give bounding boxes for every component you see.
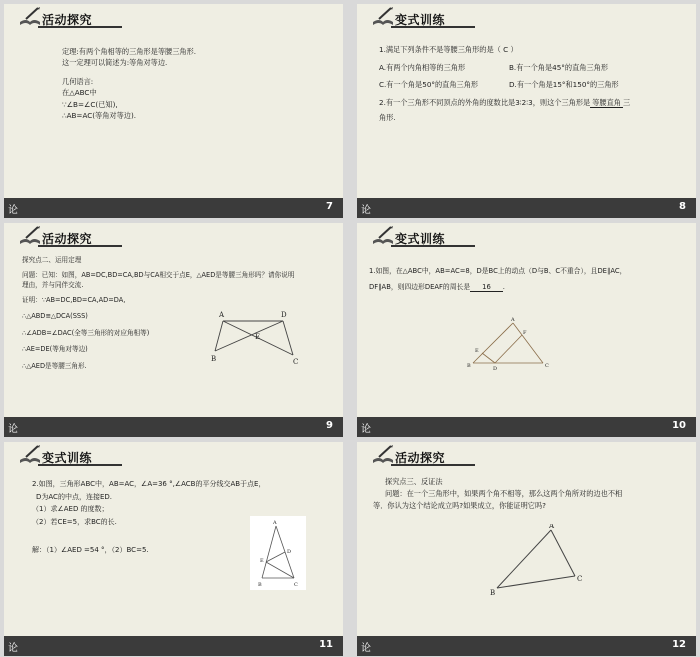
- book-pencil-icon: [371, 6, 395, 28]
- book-pencil-icon: [371, 444, 395, 466]
- triangle-figure: [487, 524, 587, 600]
- text-line: （1）求∠AED 的度数；: [32, 505, 109, 514]
- text-line: 证明：∵AB=DC,BD=CA,AD=DA,: [22, 295, 126, 304]
- triangle-figure: [465, 317, 555, 373]
- answer-blank: 16: [470, 283, 503, 292]
- text-line: ∵∠B=∠C(已知),: [62, 99, 118, 109]
- text-line: ∴△AED是等腰三角形.: [22, 361, 87, 370]
- page-number: 11: [319, 639, 333, 650]
- page-number: 9: [326, 420, 333, 431]
- slide-title: 活动探究: [395, 451, 446, 465]
- label-d: D: [287, 549, 292, 555]
- label-f: F: [523, 330, 527, 336]
- slide-8[interactable]: [357, 4, 696, 218]
- slide-body: [379, 44, 689, 124]
- label-d: D: [281, 311, 287, 319]
- question-2-tail: 三: [622, 97, 631, 107]
- text-line: ∴AB=AC(等角对等边).: [62, 110, 137, 120]
- slide-footer: [357, 636, 696, 656]
- label-a: A: [219, 311, 225, 319]
- label-b: B: [258, 582, 262, 588]
- text-line: 定理:有两个角相等的三角形是等腰三角形.: [62, 47, 197, 56]
- option-d: D.有一个角是15°和150°的三角形: [509, 80, 619, 90]
- slide-title: 变式训练: [42, 451, 93, 465]
- text-line: ∴△ABD≌△DCA(SSS): [22, 312, 88, 321]
- slide-body: [369, 263, 693, 296]
- slide-title-bar: [369, 225, 479, 251]
- label-a: A: [549, 524, 555, 530]
- text-line: 问题：已知：如图，AB=DC,BD=CA,BD与CA相交于点E，△AED是等腰三角形吗？请你说明: [22, 270, 295, 279]
- option-c: C.有一个角是50°的直角三角形: [379, 80, 479, 90]
- page-number: 8: [679, 201, 686, 212]
- book-pencil-icon: [18, 225, 42, 247]
- slide-body: [373, 476, 691, 513]
- text-line: ∴∠ADB=∠DAC(全等三角形的对应角相等): [22, 328, 150, 337]
- slide-footer: [4, 417, 343, 437]
- label-e: E: [475, 348, 479, 354]
- footer-mark: 论: [361, 643, 371, 654]
- text-line: 问题：在一个三角形中，如果两个角不相等，那么这两个角所对的边也不相: [385, 489, 623, 499]
- text-line: 等．你认为这个结论成立吗?如果成立，你能证明它吗?: [373, 501, 546, 511]
- text-line: 探究点三、反证法: [385, 477, 443, 486]
- slide-12[interactable]: [357, 442, 696, 656]
- footer-mark: 论: [8, 205, 18, 216]
- slide-title-bar: [369, 444, 479, 470]
- slide-11[interactable]: [4, 442, 343, 656]
- label-a: A: [273, 520, 277, 526]
- label-e: E: [260, 558, 264, 564]
- text-line: 2.如图，三角形ABC中，AB=AC，∠A=36 °,∠ACB的平分线交AB于点E，: [32, 480, 266, 488]
- text-line: D为AC的中点，连接ED.: [36, 492, 112, 501]
- text-line: 探究点二、运用定理: [22, 256, 82, 264]
- book-pencil-icon: [371, 225, 395, 247]
- slide-footer: [357, 198, 696, 218]
- slide-title-bar: [16, 444, 126, 470]
- text-line: DF∥AB，则四边形DEAF的周长是: [369, 283, 471, 292]
- slide-title: 活动探究: [42, 232, 93, 246]
- footer-mark: 论: [361, 205, 371, 216]
- text-line: .: [502, 283, 505, 292]
- book-pencil-icon: [18, 6, 42, 28]
- slide-title-bar: [16, 6, 126, 32]
- slide-title-bar: [369, 6, 479, 32]
- footer-mark: 论: [8, 424, 18, 435]
- option-a: A.有两个内角相等的三角形: [379, 62, 466, 72]
- page-number: 12: [672, 639, 686, 650]
- label-c: C: [293, 358, 299, 366]
- slide-footer: [357, 417, 696, 437]
- question-1: 1.满足下列条件不是等腰三角形的是（ C ）: [379, 45, 518, 54]
- label-c: C: [545, 363, 549, 369]
- slide-9[interactable]: [4, 223, 343, 437]
- slide-title-bar: [16, 225, 126, 251]
- slide-10[interactable]: [357, 223, 696, 437]
- slide-title: 变式训练: [395, 232, 446, 246]
- slide-title: 活动探究: [42, 13, 93, 27]
- label-e: E: [255, 333, 261, 341]
- text-line: 在△ABC中: [62, 88, 97, 98]
- label-a: A: [511, 317, 515, 323]
- label-d: D: [493, 366, 498, 372]
- text-line: ∴AE=DE(等角对等边): [22, 345, 88, 354]
- page-number: 7: [326, 201, 333, 212]
- text-line: 这一定理可以简述为:等角对等边.: [62, 58, 168, 68]
- slide-title: 变式训练: [395, 13, 446, 27]
- text-line: 1.如图，在△ABC中，AB=AC=8，D是BC上的动点（D与B、C不重合），且DE∥AC，: [369, 267, 627, 275]
- question-2-end: 角形.: [379, 113, 396, 123]
- label-c: C: [577, 575, 583, 583]
- text-line: 几何语言:: [62, 77, 94, 87]
- label-b: B: [467, 363, 471, 369]
- question-2: 2.有一个三角形不同顶点的外角的度数比是3∶2∶3，则这个三角形是: [379, 97, 591, 107]
- footer-mark: 论: [361, 424, 371, 435]
- text-line: 理由，并与同伴交流.: [22, 281, 84, 290]
- label-b: B: [490, 589, 496, 597]
- label-c: C: [294, 582, 298, 588]
- slide-body: [62, 46, 196, 121]
- triangle-figure: [250, 516, 306, 590]
- answer-blank: 等腰直角: [592, 97, 621, 107]
- option-b: B.有一个角是45°的直角三角形: [509, 62, 609, 72]
- footer-mark: 论: [8, 643, 18, 654]
- text-line: 解：（1）∠AED =54 °，（2）BC=5.: [32, 546, 149, 555]
- label-b: B: [211, 355, 217, 363]
- text-line: （2）若CE=5，求BC的长.: [32, 517, 117, 526]
- triangle-figure: [209, 307, 309, 367]
- book-pencil-icon: [18, 444, 42, 466]
- slide-footer: [4, 198, 343, 218]
- slide-7[interactable]: [4, 4, 343, 218]
- page-number: 10: [672, 420, 686, 431]
- slide-footer: [4, 636, 343, 656]
